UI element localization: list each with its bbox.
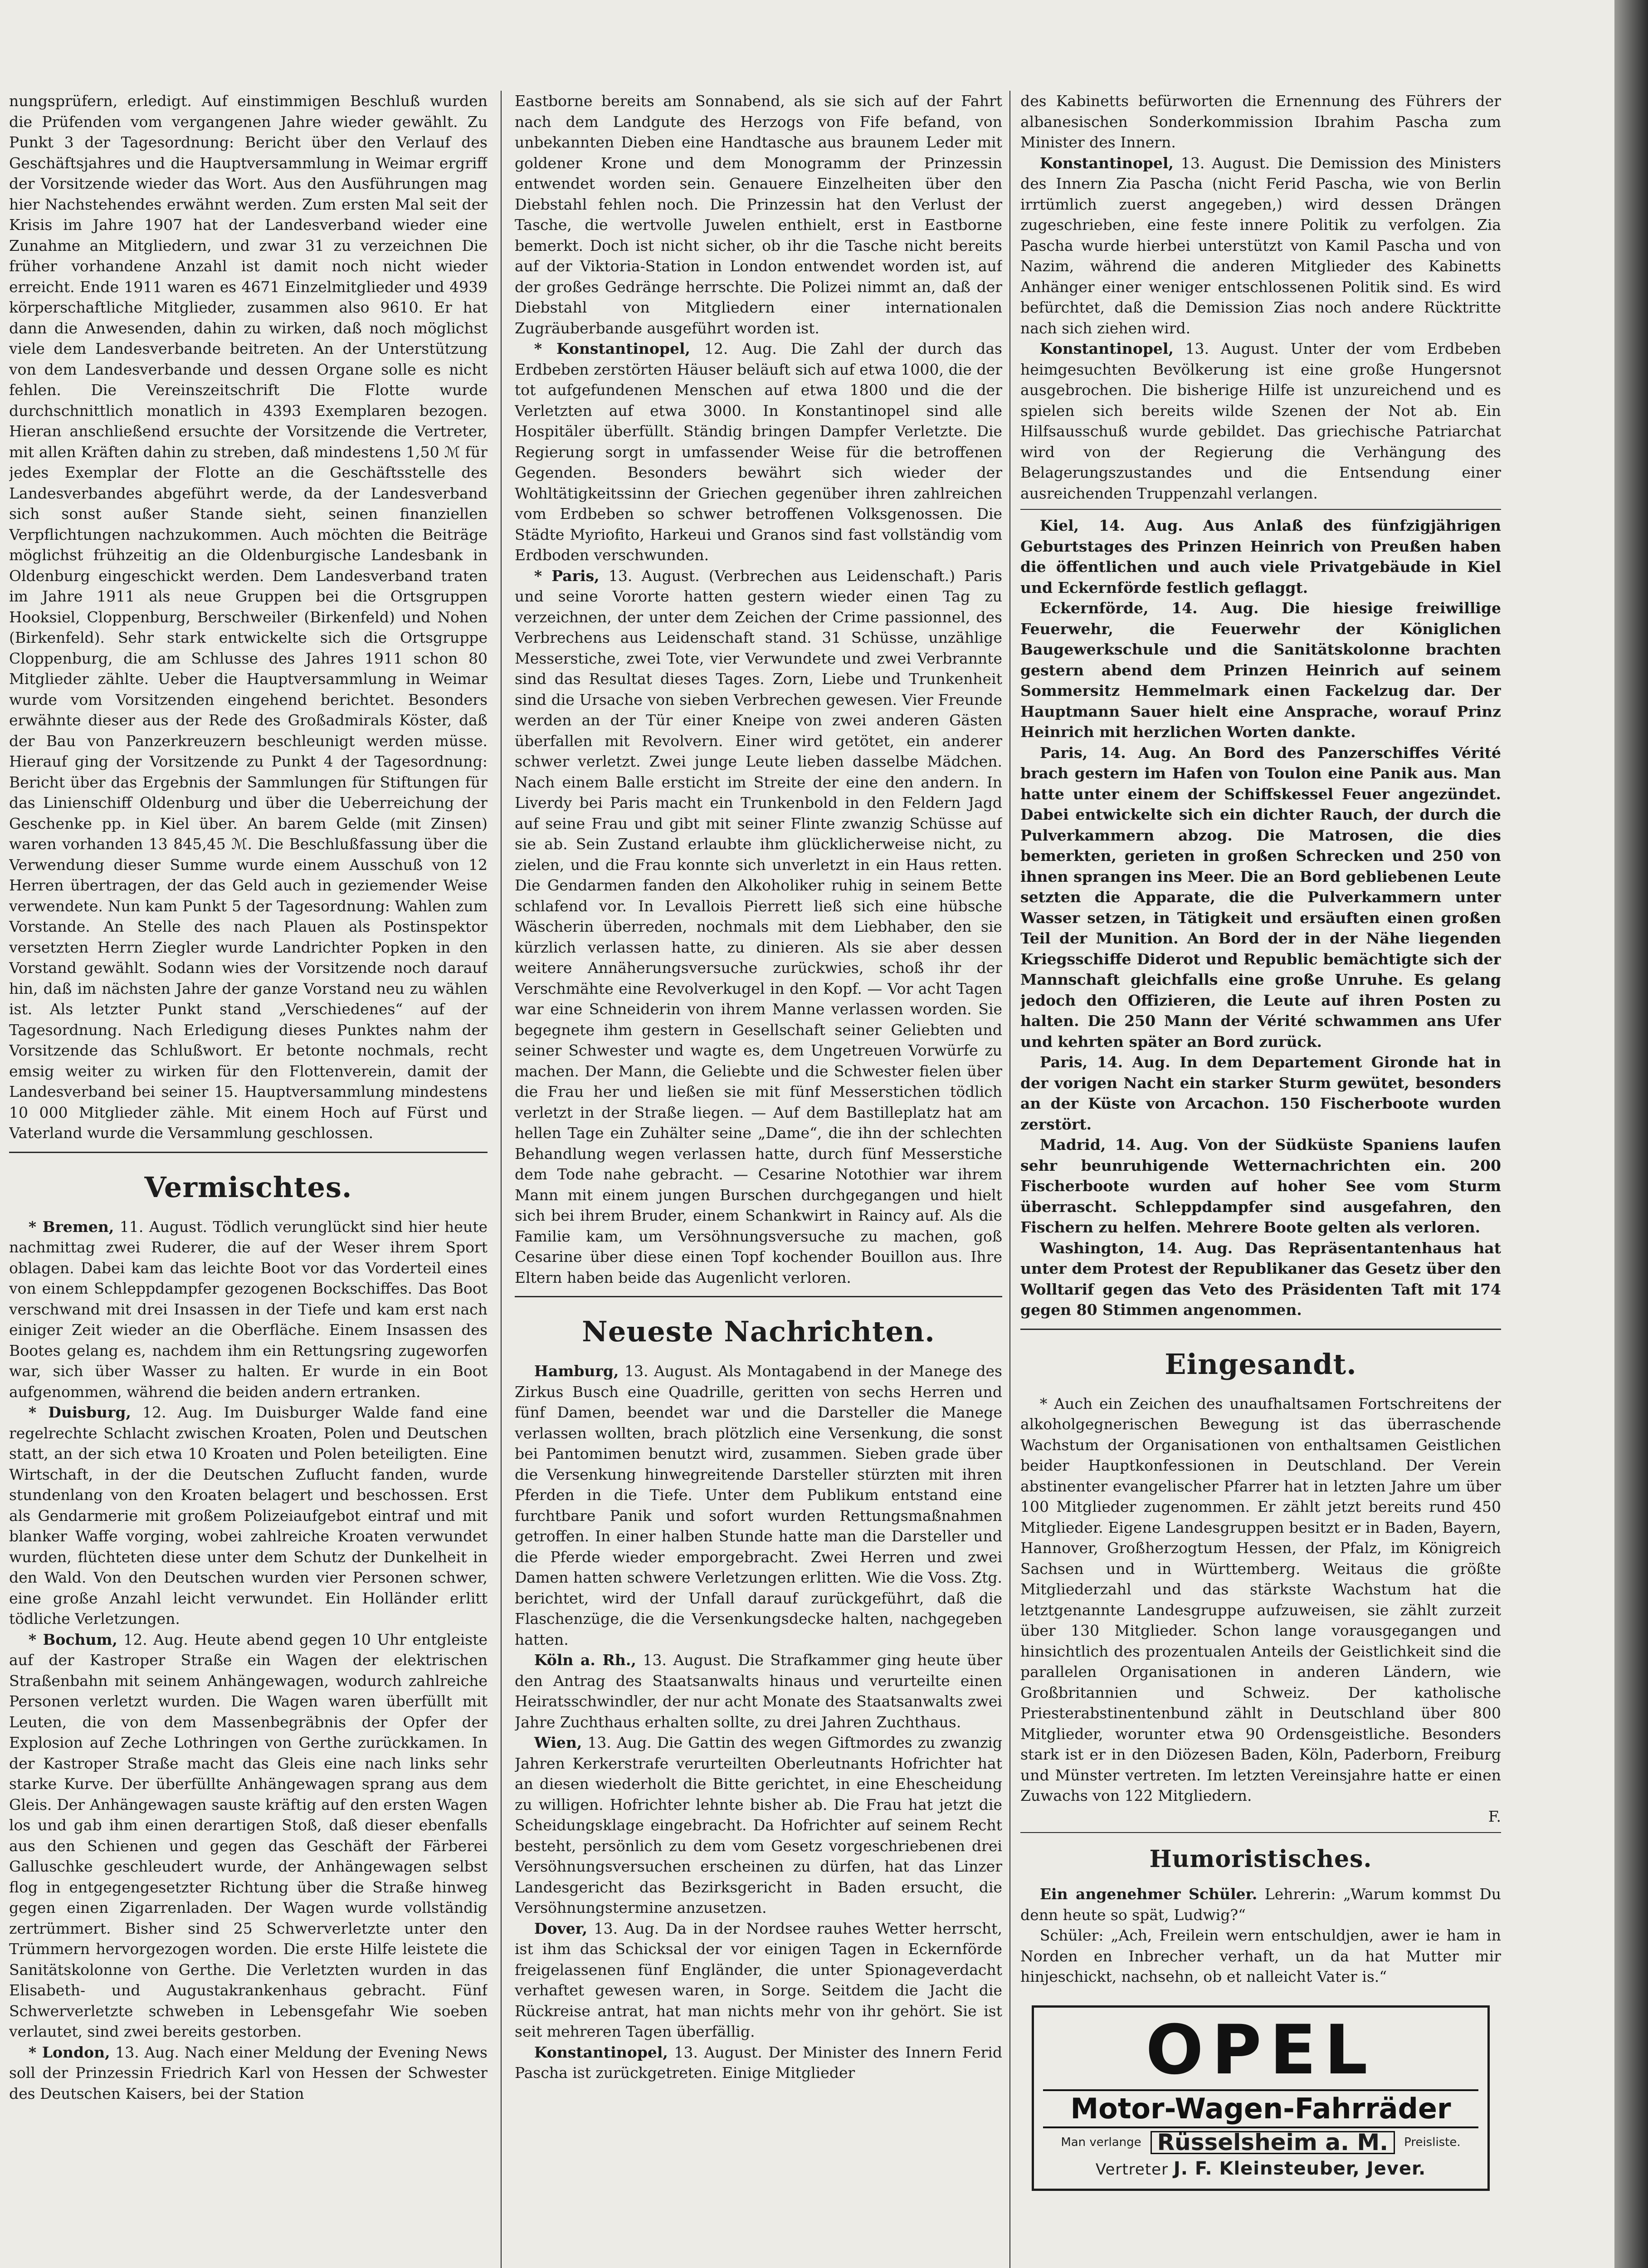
news-text: 14. Aug. Die hiesige freiwillige Feuerwehr, die Feuerwehr der Königlichen Baugewerkschule und die Sanitätskolonne brachten gestern abend dem Prinzen Heinrich auf seinem Sommersitz Hemmelmark einen Fackelzug dar. Der Hauptmann Sauer hielt eine Ansprache, worauf Prinz Heinrich mit herzlichen Worten dankte. — [1020, 599, 1501, 741]
dateline: Paris, — [1039, 1053, 1088, 1071]
section-heading-sent: Eingesandt. — [1165, 1347, 1357, 1381]
ad-brand: OPEL — [1146, 2010, 1376, 2090]
news-text: 13. August. Unter der vom Erdbeben heimgesuchten Bevölkerung ist eine große Hungersnot ausgebrochen. Die bisherige Hilfe ist unzureichend und es spielen sich bereits wilde Szenen der Not ab. Ein Hilfsausschuß wurde gebildet. Das griechische Patriarchat wird von der Regierung die Verhängung des Belagerungszustandes und die Entsendung einer ausreichenden Truppenzahl verlangen. — [1020, 340, 1501, 502]
dateline: Dover, — [534, 1919, 588, 1937]
dateline: * London, — [28, 2043, 110, 2061]
dateline: Konstantinopel, — [1039, 340, 1174, 357]
news-text: 12. Aug. Die Zahl der durch das Erdbeben zerstörten Häuser beläuft sich auf etwa 1000, die der tot aufgefundenen Menschen auf etwa 1800 und die der Verletzten auf etwa 3000. In Konstantinopel sind alle Hospitäler überfüllt. Ständig bringen Dampfer Verletzte. Die Regierung sorgt in umfassender Weise für die betroffenen Gegenden. Besonders bewährt sich wieder der Wohltätigkeitssinn der Griechen gegenüber ihren zahlreichen vom Erdbeben so schwer betroffenen Volksgenossen. Die Städte Myriofito, Harkeui und Granos sind fast vollständig vom Erdboden verschwunden. — [515, 340, 1002, 564]
dateline: Konstantinopel, — [534, 2043, 668, 2061]
ad-pricelist: Preisliste. — [1404, 2135, 1461, 2149]
advertisement-opel — [1032, 2005, 1490, 2191]
dateline: Hamburg, — [534, 1362, 619, 1380]
page-edge-shadow — [1614, 0, 1648, 2268]
dateline: Paris, — [1039, 743, 1088, 762]
humor-text: Lehrerin: „Warum kommst Du denn heute so spät, Ludwig?“ — [1020, 1885, 1501, 1924]
dateline: Wien, — [534, 1734, 582, 1751]
news-item — [1020, 153, 1501, 339]
news-item — [515, 1918, 1002, 2042]
news-text: 12. Aug. Im Duisburger Walde fand eine regelrechte Schlacht zwischen Kroaten, Polen und Deutschen statt, an der sich etwa 10 Kroaten und Polen beteiligten. Eine Wirtschaft, in der die Deutschen Zuflucht fanden, wurde stundenlang von den Kroaten belagert und beschossen. Erst als Gendarmerie mit großem Polizeiaufgebot eintraf und mit blanker Waffe vorging, wobei zahlreiche Kroaten verwundet wurden, flüchteten diese unter dem Schutz der Dunkelheit in den Wald. Von den Deutschen wurden vier Personen schwer, eine große Anzahl leicht verwundet. Ein Holländer erlitt tödliche Verletzungen. — [9, 1403, 488, 1628]
news-item — [1020, 1052, 1501, 1134]
article-text: des Kabinetts befürworten die Ernennung des Führers der albanesischen Sonderkommission Ibrahim Pascha zum Minister des Innern. — [1020, 92, 1501, 151]
news-text: 13. August. Der Minister des Innern Ferid Pascha ist zurückgetreten. Einige Mitglieder — [515, 2043, 1002, 2082]
article-text: Eastborne bereits am Sonnabend, als sie sich auf der Fahrt nach dem Landgute des Herzogs von Fife befand, von unbekannten Dieben eine Handtasche aus braunem Leder mit goldener Krone und dem Monogramm der Prinzessin entwendet worden sein. Genauere Einzelheiten über den Diebstahl fehlen noch. Die Prinzessin hat den Verlust der Tasche, die wertvolle Juwelen enthielt, erst in Eastborne bemerkt. Doch ist nicht sicher, ob ihr die Tasche nicht bereits auf der Viktoria-Station in London entwendet worden ist, auf der großes Gedränge herrschte. Die Polizei nimmt an, daß der Diebstahl von Mitgliedern einer internationalen Zugräuberbande ausgeführt worden ist. — [515, 92, 1002, 337]
article-text: * Auch ein Zeichen des unaufhaltsamen Fortschreitens der alkoholgegnerischen Bewegung ist das überraschende Wachstum der Organisationen von enthaltsamen Geistlichen beider Hauptkonfessionen in Deutschland. Der Verein abstinenter evangelischer Pfarrer hat in letzten Jahre um über 100 Mitglieder zugenommen. Er zählt jetzt bereits rund 450 Mitglieder. Eigene Landesgruppen besitzt er in Baden, Bayern, Hannover, Großherzogtum Hessen, der Pfalz, im Königreich Sachsen und in Württemberg. Weitaus die größte Mitgliederzahl und das stärkste Wachstum hat die letztgenannte Landesgruppe aufzuweisen, sie zählt zurzeit über 130 Mitglieder. Schon lange vorausgegangen und hinsichtlich des prozentualen Anteils der Geistlichkeit sind die parallelen Organisationen in anderen Ländern, wie Großbritannien und Schweiz. Der katholische Priesterabstinentenbund zählt in Deutschland über 800 Mitglieder, worunter etwa 90 Ordensgeistliche. Besonders stark ist er in den Diözesen Baden, Köln, Paderborn, Freiburg und Münster vertreten. Im letzten Vereinsjahre hatte er einen Zuwachs von 122 Mitgliedern. — [1020, 1394, 1501, 1804]
news-item — [515, 2042, 1002, 2083]
dateline: Washington, — [1039, 1239, 1145, 1257]
article-text: nungsprüfern, erledigt. Auf einstimmigen Beschluß wurden die Prüfenden vom vergangenen Jahre wieder gewählt. Zu Punkt 3 der Tagesordnung: Bericht über den Verlauf des Geschäftsjahres und die Hauptversammlung in Weimar ergriff der Vorsitzende wieder das Wort. Aus den Ausführungen mag hier Nachstehendes erwähnt werden. Zum ersten Mal seit der Krisis im Jahre 1907 hat der Landesverband wieder eine Zunahme an Mitgliedern, und zwar 31 zu verzeichnen Die früher vorhandene Anzahl ist damit noch nicht wieder erreicht. Ende 1911 waren es 4671 Einzelmitglieder und 4939 körperschaftliche Mitglieder, zusammen also 9610. Er hat dann die Anwesenden, dahin zu wirken, daß noch möglichst viele dem Landesverbande beitreten. An der Unterstützung von dem Landesverbande und dessen Organe solle es nicht fehlen. Die Vereinszeitschrift Die Flotte wurde durchschnittlich monatlich in 4393 Exemplaren bezogen. Hieran anschließend ersuchte der Vorsitzende die Vertreter, mit allen Kräften dahin zu streben, daß mindestens 1,50 ℳ für jedes Exemplar der Flotte an die Geschäftsstelle des Landesverbandes abgeführt werde, da der Landesverband sich sonst außer Stande sieht, seinen finanziellen Verpflichtungen nachzukommen. Auch möchten die Beiträge möglichst frühzeitig an die Oldenburgische Landesbank in Oldenburg eingeschickt werden. Dem Landesverband traten im Jahre 1911 als neue Gruppen bei die Ortsgruppen Hooksiel, Cloppenburg, Berschweiler (Birkenfeld) und Nohen (Birkenfeld). Sehr stark entwickelte sich die Ortsgruppe Cloppenburg, die am Schlusse des Jahres 1911 schon 80 Mitglieder zählte. Ueber die Hauptversammlung in Weimar wurde vom Vorsitzenden eingehend berichtet. Besonders erwähnte dieser aus der Rede des Großadmirals Köster, daß der Bau von Panzerkreuzern beschleunigt werden müsse. Hierauf ging der Vorsitzende zu Punkt 4 der Tagesordnung: Bericht über das Ergebnis der Sammlungen für Stiftungen für das Linienschiff Oldenburg und über die Ueberreichung der Geschenke pp. in Kiel über. An barem Gelde (mit Zinsen) waren vorhanden 13 845,45 ℳ. Die Beschlußfassung über die Verwendung dieser Summe wurde einem Ausschuß von 12 Herren übertragen, der das Geld auch in geziemender Weise verwendete. Nun kam Punkt 5 der Tagesordnung: Wahlen zum Vorstande. An Stelle des nach Plauen als Postinspektor versetzten Herrn Ziegler wurde Landrichter Popken in den Vorstand gewählt. Sodann wies der Vorsitzende noch darauf hin, daß im nächsten Jahre der ganze Vorstand neu zu wählen ist. Als letzter Punkt stand „Verschiedenes“ auf der Tagesordnung. Nach Erledigung dieses Punktes nahm der Vorsitzende das Schlußwort. Er betonte nochmals, recht emsig weiter zu wirken für den Flottenverein, damit der Landesverband bei seiner 15. Hauptversammlung mindestens 10 000 Mitglieder zähle. Mit einem Hoch auf Fürst und Vaterland wurde die Versammlung geschlossen. — [9, 92, 488, 1142]
news-item — [9, 2042, 488, 2104]
news-item — [515, 338, 1002, 566]
news-text: 13. Aug. Die Gattin des wegen Giftmordes zu zwanzig Jahren Kerkerstrafe verurteilten Oberleutnants Hofrichter hat an diesen wiederholt die Bitte gerichtet, in eine Ehescheidung zu willigen. Hofrichter lehnte bisher ab. Die Frau hat jetzt die Scheidungsklage eingebracht. Da Hofrichter auf seinem Recht besteht, persönlich zu dem vom Gesetz vorgeschriebenen drei Versöhnungsversuchen erscheinen zu dürfen, hat das Linzer Landesgericht das Bezirksgericht in Baden ersucht, die Versöhnungstermine anzusetzen. — [515, 1734, 1002, 1916]
news-item — [9, 1629, 488, 2042]
dateline: * Konstantinopel, — [534, 340, 691, 357]
dateline: * Paris, — [534, 567, 600, 585]
ad-request: Man verlange — [1061, 2135, 1141, 2149]
news-text: 14. Aug. An Bord des Panzerschiffes Vérité brach gestern im Hafen von Toulon eine Panik aus. Man hatte unter einem der Schiffskessel Feuer angezündet. Dabei entwickelte sich ein dichter Rauch, der durch die Pulverkammern abzog. Die Matrosen, die dies bemerkten, gerieten in großen Schrecken und 250 von ihnen sprangen ins Meer. Die an Bord gebliebenen Leute setzten die Apparate, die die Pulverkammern unter Wasser setzen, in Tätigkeit und ersäuften einen großen Teil der Munition. An Bord der in der Nähe liegenden Kriegsschiffe Diderot und Republic bemächtigte sich der Mannschaft gleichfalls eine große Unruhe. Es gelang jedoch den Offizieren, die Leute auf ihren Posten zu halten. Die 250 Mann der Vérité schwammen ans Ufer und kehrten später an Bord zurück. — [1020, 743, 1501, 1051]
dateline: Konstantinopel, — [1039, 154, 1174, 172]
news-item — [1020, 743, 1501, 1052]
section-rule — [515, 1296, 1002, 1297]
dateline: Köln a. Rh., — [534, 1651, 636, 1669]
news-text: 14. Aug. Von der Südküste Spaniens laufen sehr beunruhigende Wetternachrichten ein. 200 Fischerboote wurden auf hoher See vom Sturm überrascht. Schleppdampfer sind ausgefahren, den Fischern zu helfen. Mehrere Boote gelten als verloren. — [1020, 1136, 1501, 1236]
news-item — [1020, 1134, 1501, 1238]
news-item — [515, 1732, 1002, 1918]
news-text: 14. Aug. In dem Departement Gironde hat in der vorigen Nacht ein starker Sturm gewütet, besonders an der Küste von Arcachon. 150 Fischerboote wurden zerstört. — [1020, 1053, 1501, 1133]
ad-location-line — [1043, 2131, 1478, 2155]
news-item — [515, 1650, 1002, 1732]
section-rule — [9, 1152, 488, 1153]
news-item — [1020, 598, 1501, 743]
news-item — [1020, 1238, 1501, 1320]
humor-title: Ein angenehmer Schüler. — [1039, 1885, 1258, 1903]
news-text: 13. August. Die Strafkammer ging heute über den Antrag des Staatsanwalts hinaus und verurteilte einen Heiratsschwindler, der nur acht Monate des Staatsanwalts zwei Jahre Zuchthaus erhalten sollte, zu drei Jahren Zuchthaus. — [515, 1651, 1002, 1731]
dateline: Eckernförde, — [1039, 599, 1149, 617]
news-item — [9, 1217, 488, 1403]
section-heading-humor: Humoristisches. — [1149, 1845, 1372, 1873]
column-2 — [515, 91, 1002, 2268]
section-heading-news: Neueste Nachrichten. — [582, 1315, 935, 1348]
news-text: 14. Aug. Aus Anlaß des fünfzigjährigen Geburtstages des Prinzen Heinrich von Preußen haben die öffentlichen und auch viele Privatgebäude in Kiel und Eckernförde festlich geflaggt. — [1020, 517, 1501, 596]
humor-item — [1020, 1884, 1501, 1925]
signature: F. — [1488, 1807, 1501, 1825]
dateline: Kiel, — [1039, 517, 1079, 534]
news-item — [515, 566, 1002, 1288]
ad-product: Motor-Wagen-Fahrräder — [1043, 2089, 1478, 2128]
news-item — [1020, 338, 1501, 503]
ad-city: Rüsselsheim a. M. — [1151, 2131, 1395, 2155]
section-rule — [1020, 1832, 1501, 1833]
section-rule — [1020, 509, 1501, 510]
column-1 — [9, 91, 488, 2268]
news-item — [515, 1361, 1002, 1650]
dateline: * Duisburg, — [28, 1403, 131, 1421]
news-text: 13. August. (Verbrechen aus Leidenschaft.) Paris und seine Vororte hatten gestern wieder einen Tag zu verzeichnen, der unter dem Zeichen der Crime passionnel, des Verbrechens aus Leidenschaft stand. 31 Schüsse, unzählige Messerstiche, zwei Tote, vier Verwundete und zwei Verbrannte sind das Resultat dieses Tages. Zorn, Liebe und Trunkenheit sind die Ursache von sieben Verbrechen gewesen. Vier Freunde werden an der Tür einer Kneipe von zwei anderen Gästen überfallen mit Revolvern. Einer wird getötet, ein anderer schwer verletzt. Zwei junge Leute lieben dasselbe Mädchen. Nach einem Balle ersticht im Streite der eine den andern. In Liverdy bei Paris macht ein Trunkenbold in den Feldern Jagd auf seine Frau und gibt mit seiner Flinte zwanzig Schüsse auf sie ab. Sein Zustand erlaubte ihm glücklicherweise nicht, zu zielen, und die Frau konnte sich unverletzt in ein Haus retten. Die Gendarmen fanden den Alkoholiker ruhig in seinem Bette schlafend vor. In Levallois Pierrett ließ sich eine hübsche Wäscherin überreden, nochmals mit dem Liebhaber, den sie kürzlich verlassen hatte, zu dinieren. Als sie aber dessen weitere Annäherungsversuche zurückwies, schoß ihr der Verschmähte eine Revolverkugel in den Kopf. — Vor acht Tagen war eine Schneiderin von ihrem Manne verlassen worden. Sie begegnete ihm gestern in Gesellschaft seiner Geliebten und seiner Schwester und wagte es, dem Ungetreuen Vorwürfe zu machen. Der Mann, die Geliebte und die Schwester fielen über die Frau her und ließen sie mit fünf Messerstichen tödlich verletzt in der Straße liegen. — Auf dem Bastilleplatz hat am hellen Tage ein Zuhälter seine „Dame“, die ihn der schlechten Behandlung wegen verlassen hatte, durch fünf Messerstiche dem Tode nahe gebracht. — Cesarine Notothier war ihrem Mann mit einem jungen Burschen durchgegangen und hielt sich bei ihrem Bruder, einem Schankwirt in Raincy auf. Als die Familie kam, um Versöhnungsversuche zu machen, goß Cesarine über diese einen Topf kochender Bouillon aus. Ihre Eltern haben beide das Augenlicht verloren. — [515, 567, 1002, 1286]
column-rule — [501, 91, 502, 2268]
news-text: 11. August. Tödlich verunglückt sind hier heute nachmittag zwei Ruderer, die auf der Weser ihrem Sport oblagen. Dabei kam das leichte Boot vor das Vorderteil eines von einem Schleppdampfer gezogenen Bockschiffes. Das Boot verschwand mit drei Insassen in der Tiefe und kam erst nach einiger Zeit wieder an die Oberfläche. Einem Insassen des Bootes gelang es, nachdem ihm ein Rettungsring zugeworfen war, sich über Wasser zu halten. Er wurde in ein Boot aufgenommen, während die beiden andern ertranken. — [9, 1217, 488, 1401]
dateline: * Bochum, — [28, 1630, 117, 1648]
news-text: 13. Aug. Da in der Nordsee rauhes Wetter herrscht, ist ihm das Schicksal der vor einigen Tagen in Eckernförde freigelassenen fünf Engländer, die unter Spionageverdacht verhaftet gewesen waren, in Sorge. Seitdem die Jacht die Rückreise antrat, hat man nichts mehr von ihr gehört. Sie ist seit mehreren Tagen überfällig. — [515, 1919, 1002, 2040]
humor-text: Schüler: „Ach, Freilein wern entschuldjen, awer ie ham in Norden en Inbrecher verhaft, un da hat Mutter mir hinjeschickt, nachsehn, ob et nalleicht Vater is.“ — [1020, 1926, 1501, 1985]
dateline: Madrid, — [1039, 1136, 1106, 1154]
news-text: 13. August. Als Montagabend in der Manege des Zirkus Busch eine Quadrille, geritten von sechs Herren und fünf Damen, beendet war und die Darsteller die Manege verlassen wollten, brach plötzlich eine Versenkung, die sonst bei Pantomimen benutzt wird, zusammen. Sieben grade über die Versenkung hinwegreitende Darsteller stürzten mit ihren Pferden in die Tiefe. Unter dem Publikum entstand eine furchtbare Panik und sofort wurden Rettungsmaßnahmen getroffen. In einer halben Stunde hatte man die Darsteller und die Pferde wieder emporgebracht. Zwei Herren und zwei Damen hatten schwere Verletzungen erlitten. Wie die Voss. Ztg. berichtet, wird der Unfall darauf zurückgeführt, daß die Flaschenzüge, die die Versenkungsdecke halten, nachgegeben hatten. — [515, 1362, 1002, 1648]
ad-representative — [1043, 2159, 1478, 2180]
ad-rep-name: J. F. Kleinsteuber, Jever. — [1173, 2158, 1426, 2179]
section-heading-misc: Vermischtes. — [144, 1170, 352, 1204]
news-text: 14. Aug. Das Repräsentantenhaus hat unter dem Protest der Republikaner das Gesetz über den Wolltarif gegen das Veto des Präsidenten Taft mit 174 gegen 80 Stimmen angenommen. — [1020, 1239, 1501, 1319]
section-rule — [1020, 1329, 1501, 1330]
news-text: 12. Aug. Heute abend gegen 10 Uhr entgleiste auf der Kastroper Straße ein Wagen der elektrischen Straßenbahn mit seinem Anhängewagen, wodurch zahlreiche Personen verletzt wurden. Die Wagen waren überfüllt mit Leuten, die von dem Massenbegräbnis der Opfer der Explosion auf Zeche Lothringen von Gerthe zurückkamen. In der Kastroper Straße macht das Gleis eine nach links sehr starke Kurve. Der überfüllte Anhängewagen sprang aus dem Gleis. Der Anhängewagen sauste kräftig auf den ersten Wagen los und gab ihm einen derartigen Stoß, daß dieser ebenfalls aus den Schienen und gegen das Geschäft der Färberei Galluschke geschleudert wurde, der Anhängewagen selbst flog in entgegengesetzter Richtung über die Straße hinweg gegen einen Zigarrenladen. Der Wagen wurde vollständig zertrümmert. Bisher sind 25 Schwerverletzte unter den Trümmern hervorgezogen worden. Die erste Hilfe leistete die Sanitätskolonne von Gerthe. Die Verletzten wurden in das Elisabeth- und Augustakrankenhaus gebracht. Fünf Schwerverletzte schweben in Lebensgefahr Wie soeben verlautet, sind zwei bereits gestorben. — [9, 1630, 488, 2040]
dateline: * Bremen, — [28, 1217, 114, 1236]
news-item — [1020, 515, 1501, 598]
column-3 — [1020, 91, 1501, 2268]
news-text: 13. Aug. Nach einer Meldung der Evening News soll der Prinzessin Friedrich Karl von Hessen der Schwester des Deutschen Kaisers, bei der Station — [9, 2043, 488, 2102]
column-rule — [1009, 91, 1010, 2268]
ad-rep-label: Vertreter — [1095, 2160, 1169, 2179]
news-text: 13. August. Die Demission des Ministers des Innern Zia Pascha (nicht Ferid Pascha, wie von Berlin irrtümlich zuerst angegeben,) wird dessen Drängen zugeschrieben, eine feste innere Politik zu verfolgen. Zia Pascha wurde hierbei unterstützt von Kamil Pascha und von Nazim, während die anderen Mitglieder des Kabinetts Anhänger einer weniger entschlossenen Politik sind. Es wird befürchtet, daß die Demission Zias noch andere Rücktritte nach sich ziehen wird. — [1020, 154, 1501, 337]
news-item — [9, 1402, 488, 1629]
